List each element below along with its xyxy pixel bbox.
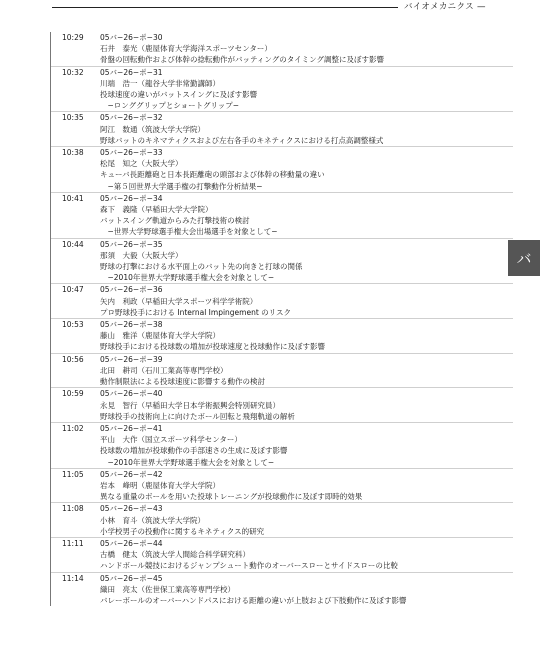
entry-code: 05バ−26−ポ−31 (100, 67, 163, 77)
entry-body (100, 469, 513, 503)
session-list (50, 32, 513, 606)
entry-title-line: 野球投手における投球数の増加が投球速度と投球動作に及ぼす影響 (100, 342, 325, 352)
entry-body (100, 67, 513, 112)
entry-time: 11:11 (62, 538, 84, 548)
program-entry (51, 66, 513, 112)
entry-title-line: −世界大学野球選手権大会出場選手を対象として− (100, 227, 278, 237)
entry-presenter: 古橋 健太（筑波大学人間総合科学研究科） (100, 550, 250, 560)
entry-time: 10:44 (62, 239, 84, 249)
entry-code: 05バ−26−ポ−34 (100, 193, 163, 203)
entry-body (100, 503, 513, 537)
entry-presenter: 織田 亮太（佐世保工業高等専門学校） (100, 584, 235, 594)
entry-time: 11:08 (62, 504, 84, 514)
program-entry (51, 146, 513, 192)
entry-code: 05バ−26−ポ−42 (100, 469, 163, 479)
entry-time: 11:05 (62, 469, 84, 479)
entry-title-line: 小学校男子の投動作に関するキネティクス的研究 (100, 526, 265, 536)
entry-presenter: 矢内 利政（早稲田大学スポーツ科学学術院） (100, 296, 258, 306)
entry-body (100, 239, 513, 284)
entry-code: 05バ−26−ポ−41 (100, 423, 163, 433)
entry-title-line: ハンドボール競技におけるジャンプシュート動作のオーバースローとサイドスローの比較 (100, 561, 398, 571)
entry-code: 05バ−26−ポ−32 (100, 113, 163, 123)
entry-time: 11:14 (62, 573, 84, 583)
program-entry (51, 502, 513, 537)
entry-title-line: 野球投手の技術向上に向けたボール回転と飛翔軌道の解析 (100, 411, 295, 421)
entry-code: 05バ−26−ポ−45 (100, 573, 163, 583)
entry-time: 10:35 (62, 113, 84, 123)
entry-title-line: 投球数の増加が投球動作の手部速さの生成に及ぼす影響 (100, 446, 288, 456)
program-entry (51, 537, 513, 572)
entry-title-line: プロ野球投手における Internal Impingement のリスク (100, 307, 292, 317)
entry-body (100, 423, 513, 468)
entry-title-line: バレーボールのオーバーハンドパスにおける距離の違いが上肢および下肢動作に及ぼす影響 (100, 595, 407, 605)
program-entry (51, 353, 513, 388)
entry-presenter: 平山 大作（国立スポーツ科学センター） (100, 435, 242, 445)
entry-time: 10:32 (62, 67, 84, 77)
section-tab-label: バ (516, 249, 532, 268)
entry-code: 05バ−26−ポ−39 (100, 354, 163, 364)
section-tab (508, 240, 540, 276)
entry-time: 10:53 (62, 320, 84, 330)
entry-title-line: −ロンググリップとショートグリップ− (100, 101, 240, 111)
entry-presenter: 藤山 雅洋（鹿屋体育大学大学院） (100, 331, 220, 341)
entry-title-line: バットスイング軌道からみた打撃技術の検討 (100, 216, 250, 226)
entry-presenter: 阿江 数通（筑波大学大学院） (100, 124, 205, 134)
entry-time: 10:41 (62, 193, 84, 203)
entry-body (100, 147, 513, 192)
entry-title-line: −2010年世界大学野球選手権大会を対象として− (100, 457, 275, 467)
entry-presenter: 川端 浩一（龍谷大学非常勤講師） (100, 78, 220, 88)
entry-body (100, 112, 513, 146)
program-entry (51, 192, 513, 238)
program-entry (51, 111, 513, 146)
entry-title-line: −2010年世界大学野球選手権大会を対象として− (100, 273, 275, 283)
program-entry (51, 238, 513, 284)
entry-time: 11:02 (62, 423, 84, 433)
entry-presenter: 永見 智行（早稲田大学日本学術振興会特別研究員） (100, 400, 280, 410)
entry-presenter: 小林 育斗（筑波大学大学院） (100, 515, 205, 525)
program-entry (51, 387, 513, 422)
entry-code: 05バ−26−ポ−35 (100, 239, 163, 249)
entry-body (100, 354, 513, 388)
entry-presenter: 森下 義隆（早稲田大学大学院） (100, 205, 213, 215)
program-entry (51, 572, 513, 607)
entry-time: 10:38 (62, 148, 84, 158)
entry-body (100, 573, 513, 607)
entry-title-line: 骨盤の回転動作および体幹の捻転動作がバッティングのタイミング調整に及ぼす影響 (100, 55, 384, 65)
program-entry (51, 318, 513, 353)
entry-title-line: キューバ長距離砲と日本長距離砲の頭部および体幹の移動量の違い (100, 170, 325, 180)
entry-title-line: 野球の打撃における水平面上のバット先の向きと打球の関係 (100, 262, 303, 272)
entry-title-line: 動作制限法による投球速度に影響する動作の検討 (100, 377, 265, 387)
entry-code: 05バ−26−ポ−38 (100, 320, 163, 330)
running-header: バイオメカニクス — (404, 2, 486, 12)
entry-body (100, 284, 513, 318)
entry-time: 10:29 (62, 33, 84, 42)
entry-title-line: 投球速度の違いがバットスイングに及ぼす影響 (100, 90, 258, 100)
entry-presenter: 松尾 知之（大阪大学） (100, 159, 183, 169)
entry-code: 05バ−26−ポ−36 (100, 285, 163, 295)
entry-code: 05バ−26−ポ−40 (100, 389, 163, 399)
entry-code: 05バ−26−ポ−44 (100, 538, 163, 548)
entry-time: 10:59 (62, 389, 84, 399)
entry-body (100, 388, 513, 422)
program-entry (51, 32, 513, 66)
program-entry (51, 422, 513, 468)
entry-presenter: 石井 泰光（鹿屋体育大学海洋スポーツセンター） (100, 44, 272, 54)
entry-body (100, 193, 513, 238)
entry-presenter: 那須 大毅（大阪大学） (100, 250, 183, 260)
program-entry (51, 468, 513, 503)
entry-title-line: 異なる重量のボールを用いた投球トレーニングが投球動作に及ぼす即時的効果 (100, 492, 363, 502)
header-rule (52, 7, 398, 8)
entry-presenter: 北田 耕司（石川工業高等専門学校） (100, 365, 228, 375)
entry-body (100, 319, 513, 353)
entry-title-line: 野球バットのキネマティクスおよび左右各手のキネティクスにおける打点高調整様式 (100, 135, 384, 145)
program-entry (51, 283, 513, 318)
entry-presenter: 岩本 峰明（鹿屋体育大学大学院） (100, 480, 220, 490)
entry-code: 05バ−26−ポ−33 (100, 148, 163, 158)
entry-time: 10:47 (62, 285, 84, 295)
entry-code: 05バ−26−ポ−30 (100, 33, 163, 42)
entry-body (100, 32, 513, 66)
entry-body (100, 538, 513, 572)
entry-code: 05バ−26−ポ−43 (100, 504, 163, 514)
entry-time: 10:56 (62, 354, 84, 364)
entry-title-line: −第５回世界大学選手権の打撃動作分析結果− (100, 181, 263, 191)
